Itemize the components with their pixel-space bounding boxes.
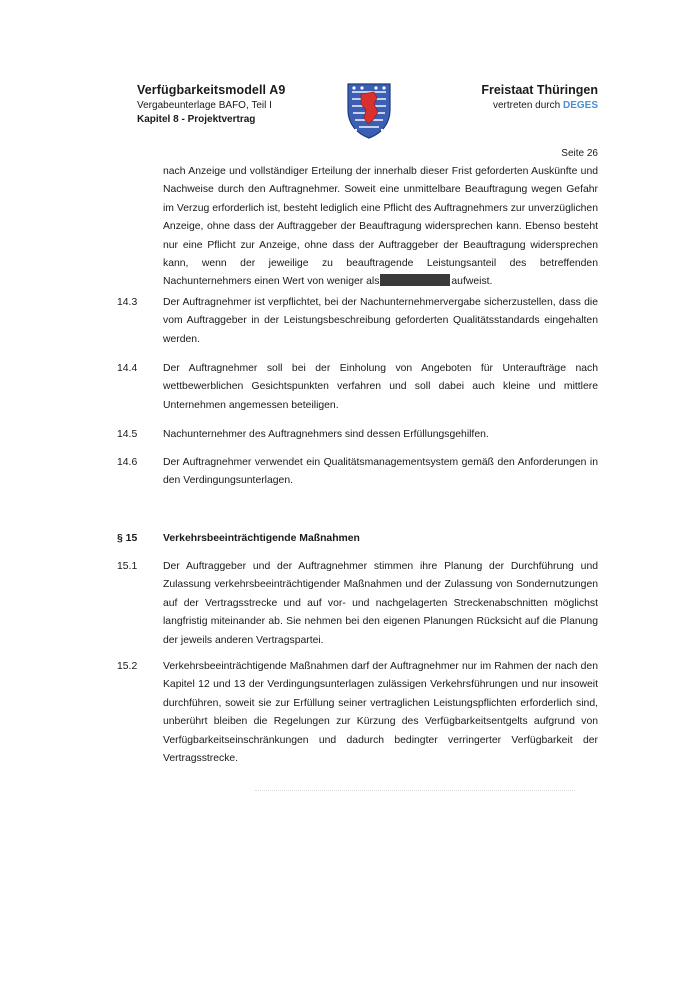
clause-text: Nachunternehmer des Auftragnehmers sind dessen Erfüllungsgehilfen. <box>163 429 489 440</box>
clause-text: Verkehrsbeeinträchtigende Maßnahmen darf der Auftragnehmer nur im Rahmen der nach den Kapitel 12 und 13 der Verdingungsunterlagen zulässigen Verkehrsführungen und nur insoweit durchführen, soweit sie zur Erfüllung seiner vertraglichen Leistungspflichten erforderlich sind, unberührt bleiben die Regelungen zur Kürzung des Verfügbarkeitsentgelts aufgrund von Verfügbarkeitseinschränkungen und dadurch bedingter verringerter Verfügbarkeit der Vertragsstrecke. <box>163 661 598 765</box>
header-state-name: Freistaat Thüringen <box>481 83 598 97</box>
deges-brand: DEGES <box>562 100 598 111</box>
section-number: § 15 <box>117 533 138 544</box>
section-title: Verkehrsbeeinträchtigende Maßnahmen <box>163 533 360 544</box>
clause-number: 14.4 <box>117 363 138 374</box>
header-represented-by <box>481 99 598 113</box>
redaction-block <box>380 274 450 286</box>
clause-number: 14.3 <box>117 297 138 308</box>
clause-number: 14.6 <box>117 457 138 468</box>
clause-text: Der Auftraggeber und der Auftragnehmer stimmen ihre Planung der Durchführung und Zulassung verkehrsbeeinträchtigender Maßnahmen und der Zulassung von Sondernutzungen auf der Vertragsstrecke und auf vor- und nachgelagerten Streckenabschnitten möglichst langfristig miteinander ab. Sie nehmen bei den eigenen Planungen Rücksicht auf die Planung der jeweils anderen Vertragspartei. <box>163 561 598 646</box>
clause-number: 15.1 <box>117 561 138 572</box>
clause-number: 15.2 <box>117 661 138 672</box>
header-project-title: Verfügbarkeitsmodell A9 <box>137 83 286 97</box>
header-chapter: Kapitel 8 - Projektvertrag <box>137 114 256 125</box>
continuation-end: aufweist. <box>451 276 493 288</box>
clause-text: Der Auftragnehmer ist verpflichtet, bei der Nachunternehmervergabe sicherzustellen, dass die vom Auftraggeber in der Leistungsbeschreibung geforderten Qualitätsstandards eingehalten werden. <box>163 297 598 345</box>
clause-text: Der Auftragnehmer verwendet ein Qualitätsmanagementsystem gemäß den Anforderungen in den Verdingungsunterlagen. <box>163 457 598 487</box>
clause-number: 14.5 <box>117 429 138 440</box>
faint-scan-line <box>255 790 575 792</box>
thuringia-coat-of-arms-icon <box>344 80 394 140</box>
represented-by-label: vertreten durch <box>492 100 561 111</box>
continuation-text: nach Anzeige und vollständiger Erteilung der innerhalb dieser Frist geforderten Auskünfte und Nachweise durch den Auftragnehmer. Soweit eine unmittelbare Beauftragung wegen Gefahr im Verzug erforderlich ist, besteht lediglich eine Pflicht des Auftragnehmers zur unverzüglichen Anzeige, ohne dass der Auftraggeber der Beauftragung widersprechen kann. Ebenso besteht nur eine Pflicht zur Anzeige, ohne dass der Auftraggeber der Beauftragung widersprechen kann, wenn der jeweilige zu beauftragende Leistungsanteil des betreffenden Nachunternehmers einen Wert von weniger als <box>163 166 598 288</box>
header-tender-doc: Vergabeunterlage BAFO, Teil I <box>137 100 272 111</box>
clause-text: Der Auftragnehmer soll bei der Einholung von Angeboten für Unteraufträge nach wettbewerblichen Gesichtspunkten verfahren und soll dabei auch kleine und mittlere Unternehmen angemessen beteiligen. <box>163 363 598 411</box>
page-number: Seite 26 <box>561 148 598 159</box>
continuation-paragraph <box>163 163 598 292</box>
header-left <box>137 82 285 127</box>
header-right <box>481 82 598 113</box>
